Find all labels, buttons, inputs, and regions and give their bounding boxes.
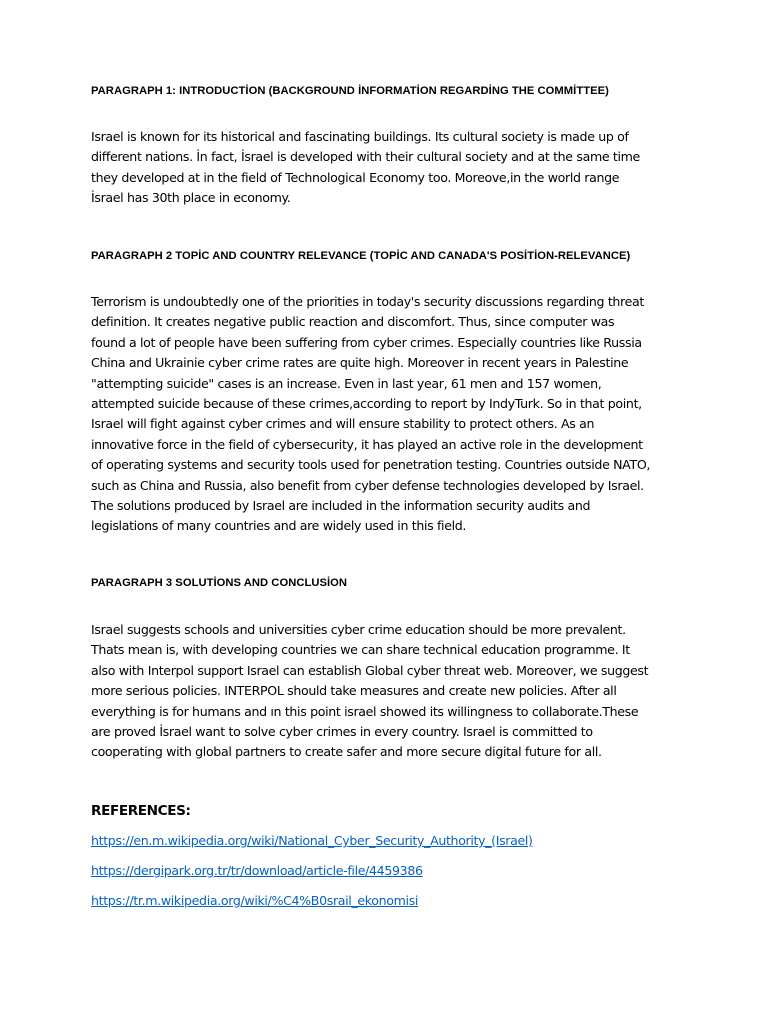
text-line: different nations. İn fact, İsrael is developed with their cultural society and at the same time bbox=[91, 149, 640, 165]
text-line: China and Ukrainie cyber crime rates are quite high. Moreover in recent years in Palestine bbox=[91, 355, 629, 371]
text-line: Israel will fight against cyber crimes and will ensure stability to protect others. As an bbox=[91, 416, 595, 432]
references-heading: REFERENCES: bbox=[91, 803, 191, 819]
text-line: everything is for humans and ın this point israel showed its willingness to collaborate.These bbox=[91, 703, 639, 719]
paragraph-2-heading: PARAGRAPH 2 TOPİC AND COUNTRY RELEVANCE (TOPİC AND CANADA'S POSİTİON-RELEVANCE) bbox=[91, 250, 631, 262]
paragraph-3-body bbox=[91, 620, 648, 763]
reference-link-1[interactable]: https://en.m.wikipedia.org/wiki/National_Cyber_Security_Authority_(Israel) bbox=[91, 833, 533, 848]
reference-link-2[interactable]: https://dergipark.org.tr/tr/download/article-file/4459386 bbox=[91, 863, 423, 878]
paragraph-1-body bbox=[91, 127, 640, 209]
text-line: İsrael has 30th place in economy. bbox=[91, 190, 291, 206]
paragraph-2-body bbox=[91, 292, 650, 537]
text-line: "attempting suicide" cases is an increase. Even in last year, 61 men and 157 women, bbox=[91, 375, 602, 391]
text-line: attempted suicide because of these crimes,according to report by IndyTurk. So in that point, bbox=[91, 396, 642, 412]
text-line: such as China and Russia, also benefit from cyber defense technologies developed by Israel. bbox=[91, 477, 644, 493]
text-line: Terrorism is undoubtedly one of the priorities in today's security discussions regarding threat bbox=[91, 294, 644, 309]
text-line: legislations of many countries and are widely used in this field. bbox=[91, 518, 467, 534]
text-line: also with Interpol support Israel can establish Global cyber threat web. Moreover, we suggest bbox=[91, 662, 649, 678]
text-line: are proved İsrael want to solve cyber crimes in every country. Israel is committed to bbox=[91, 724, 593, 740]
paragraph-3-heading: PARAGRAPH 3 SOLUTİONS AND CONCLUSİON bbox=[91, 577, 348, 589]
paragraph-1-heading: PARAGRAPH 1: INTRODUCTİON (BACKGROUND İNFORMATİON REGARDİNG THE COMMİTTEE) bbox=[91, 85, 609, 97]
text-line: they developed at in the field of Technological Economy too. Moreove,in the world range bbox=[91, 169, 620, 185]
text-line: Israel is known for its historical and fascinating buildings. Its cultural society is made up of bbox=[91, 129, 629, 144]
reference-link-3[interactable]: https://tr.m.wikipedia.org/wiki/%C4%B0srail_ekonomisi bbox=[91, 893, 419, 908]
text-line: of operating systems and security tools used for penetration testing. Countries outside NATO, bbox=[91, 457, 651, 473]
text-line: The solutions produced by Israel are included in the information security audits and bbox=[91, 498, 591, 514]
text-line: Thats mean is, with developing countries we can share technical education programme. It bbox=[91, 642, 630, 658]
text-line: definition. It creates negative public reaction and discomfort. Thus, since computer was bbox=[91, 314, 615, 330]
text-line: cooperating with global partners to create safer and more secure digital future for all. bbox=[91, 744, 602, 760]
text-line: found a lot of people have been suffering from cyber crimes. Especially countries like Russia bbox=[91, 334, 642, 350]
text-line: innovative force in the field of cybersecurity, it has played an active role in the development bbox=[91, 436, 643, 452]
text-line: more serious policies. INTERPOL should take measures and create new policies. After all bbox=[91, 683, 617, 699]
text-line: Israel suggests schools and universities cyber crime education should be more prevalent. bbox=[91, 622, 626, 637]
